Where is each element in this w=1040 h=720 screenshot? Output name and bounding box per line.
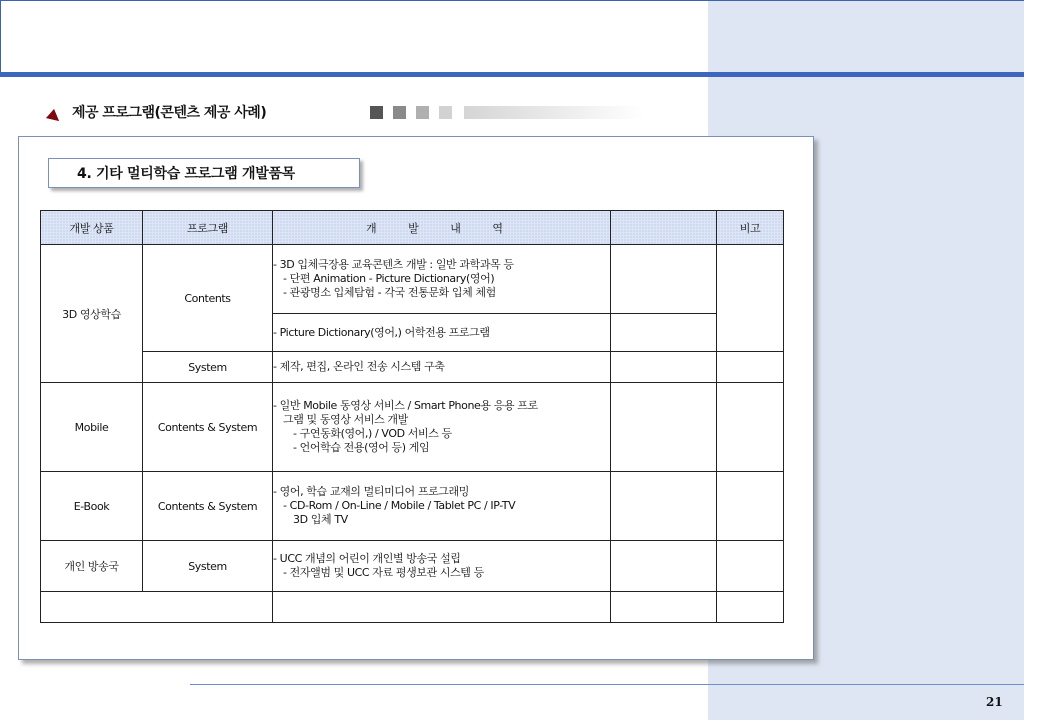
- remarks-cell: [717, 352, 784, 383]
- header-blank: [611, 211, 717, 245]
- detail-line: - 단편 Animation - Picture Dictionary(영어): [283, 272, 495, 285]
- detail-line: - UCC 개념의 어린이 개인별 방송국 설립: [273, 552, 461, 565]
- remarks-cell: [717, 541, 784, 592]
- square-1: [370, 106, 383, 119]
- remarks-cell: [717, 383, 784, 472]
- sub-title: 4. 기타 멀티학습 프로그램 개발품목: [77, 166, 295, 182]
- product-ebook: E-Book: [41, 472, 143, 541]
- product-3d: 3D 영상학습: [41, 245, 143, 383]
- empty-cell: [273, 592, 611, 623]
- table-row: [41, 245, 784, 314]
- table-row: [41, 472, 784, 541]
- empty-cell: [611, 592, 717, 623]
- detail-line: 그램 및 동영상 서비스 개발: [283, 413, 408, 426]
- table-header-row: [41, 211, 784, 245]
- product-mobile: Mobile: [41, 383, 143, 472]
- decorative-squares: [370, 106, 644, 119]
- detail-line: - CD-Rom / On-Line / Mobile / Tablet PC / IP-TV: [283, 499, 516, 512]
- details-3d-system: [273, 352, 611, 383]
- detail-line: - 영어, 학습 교재의 멀티미디어 프로그래밍: [273, 485, 469, 498]
- detail-line: 3D 입체 TV: [293, 513, 348, 526]
- left-border-line: [0, 0, 1, 74]
- detail-line: - 3D 입체극장용 교육콘텐츠 개발 : 일반 과학과목 등: [273, 258, 514, 271]
- blank-cell: [611, 383, 717, 472]
- development-table: [40, 210, 784, 623]
- remarks-cell: [717, 472, 784, 541]
- header-rule: [0, 72, 1024, 77]
- blank-cell: [611, 472, 717, 541]
- details-mobile: [273, 383, 611, 472]
- section-title: 제공 프로그램(콘텐츠 제공 사례): [72, 105, 267, 121]
- square-4: [439, 106, 452, 119]
- table-row-empty: [41, 592, 784, 623]
- remarks-cell: [717, 245, 784, 352]
- detail-line: - Picture Dictionary(영어,) 어학전용 프로그램: [273, 325, 490, 339]
- program-ebook: Contents & System: [143, 472, 273, 541]
- header-program: 프로그램: [143, 211, 273, 245]
- empty-cell: [41, 592, 273, 623]
- details-3d-contents-2: [273, 314, 611, 352]
- product-broadcast: 개인 방송국: [41, 541, 143, 592]
- header-remarks: 비고: [717, 211, 784, 245]
- gradient-bar: [464, 106, 644, 119]
- page-number: 21: [986, 695, 1003, 709]
- blank-cell: [611, 352, 717, 383]
- blank-cell: [611, 541, 717, 592]
- blank-cell: [611, 245, 717, 314]
- sub-title-box: [48, 158, 360, 188]
- blank-cell: [611, 314, 717, 352]
- square-2: [393, 106, 406, 119]
- detail-line: - 관광명소 입체탐험 - 각국 전통문화 입체 체험: [283, 286, 496, 299]
- program-mobile: Contents & System: [143, 383, 273, 472]
- red-arrow-icon: [40, 101, 62, 123]
- empty-cell: [717, 592, 784, 623]
- program-3d-system: System: [143, 352, 273, 383]
- detail-line: - 구연동화(영어,) / VOD 서비스 등: [293, 427, 452, 440]
- detail-line: - 언어학습 전용(영어 등) 게임: [293, 441, 430, 454]
- detail-line: - 전자앨범 및 UCC 자료 평생보관 시스템 등: [283, 566, 484, 579]
- detail-line: - 제작, 편집, 온라인 전송 시스템 구축: [273, 360, 445, 373]
- detail-line: - 일반 Mobile 동영상 서비스 / Smart Phone용 응용 프로: [273, 399, 538, 412]
- table-row: [41, 383, 784, 472]
- header-product: 개발 상품: [41, 211, 143, 245]
- section-heading: [40, 100, 266, 124]
- square-3: [416, 106, 429, 119]
- table-row: [41, 352, 784, 383]
- program-broadcast: System: [143, 541, 273, 592]
- details-broadcast: [273, 541, 611, 592]
- header-details: 개 발 내 역: [273, 211, 611, 245]
- details-ebook: [273, 472, 611, 541]
- top-border-line: [0, 0, 1024, 1]
- table-row: [41, 541, 784, 592]
- program-3d-contents: Contents: [143, 245, 273, 352]
- footer-rule: [190, 684, 1024, 685]
- details-3d-contents-1: [273, 245, 611, 314]
